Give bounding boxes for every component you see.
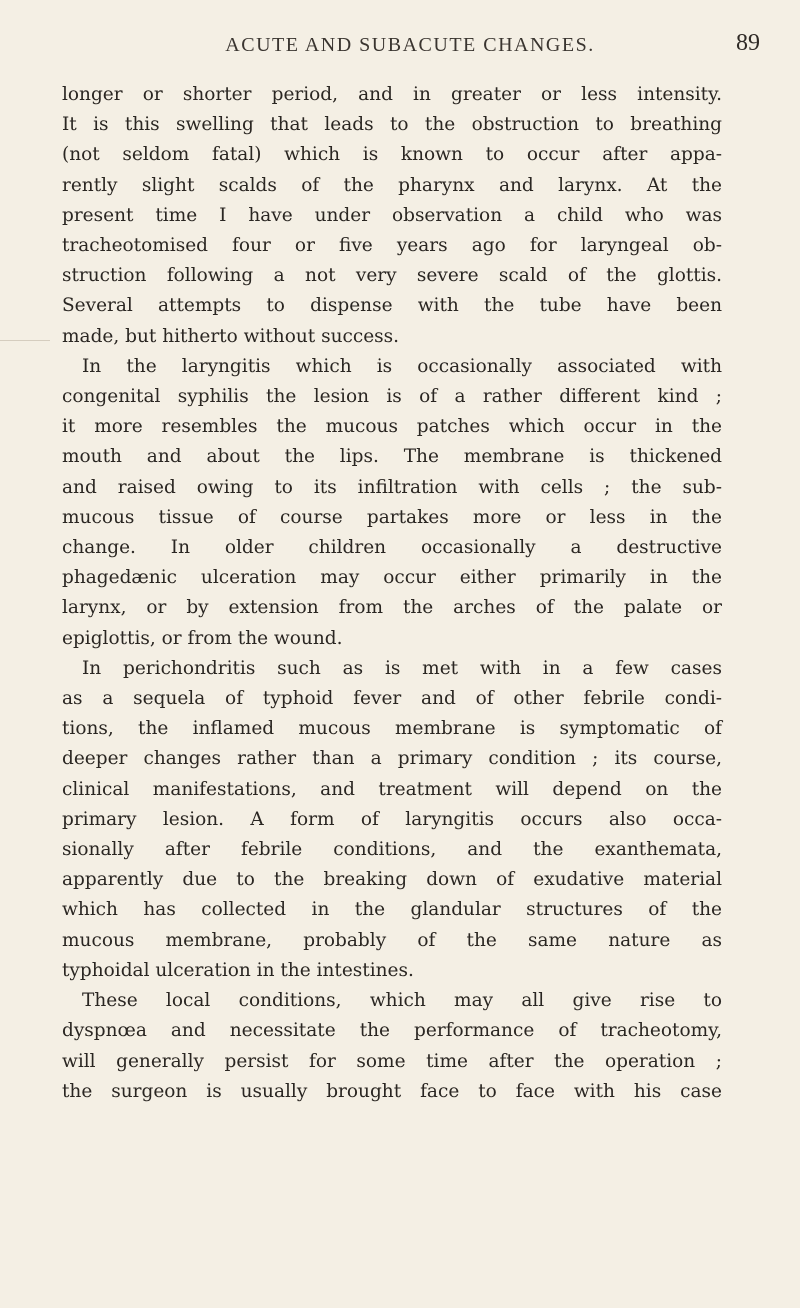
- text-line: rently slight scalds of the pharynx and larynx. At the: [62, 174, 722, 196]
- page-number: 89: [736, 30, 760, 56]
- text-line: In the laryngitis which is occasionally associated with: [82, 355, 722, 377]
- text-line: phagedænic ulceration may occur either primarily in the: [62, 567, 722, 589]
- text-line: longer or shorter period, and in greater or less intensity.: [62, 84, 722, 105]
- text-line: it more resembles the mucous patches which occur in the: [62, 416, 722, 438]
- text-line: made, but hitherto without success.: [62, 325, 400, 347]
- text-line: mouth and about the lips. The membrane is thickened: [62, 446, 722, 468]
- text-line: Several attempts to dispense with the tube have been: [62, 295, 722, 317]
- text-line: sionally after febrile conditions, and the exanthemata,: [62, 839, 722, 861]
- margin-mark: [0, 340, 50, 341]
- text-line: typhoidal ulceration in the intestines.: [62, 959, 414, 981]
- text-line: mucous membrane, probably of the same nature as: [62, 929, 722, 951]
- text-line: which has collected in the glandular structures of the: [62, 899, 722, 921]
- text-line: will generally persist for some time after the operation ;: [62, 1050, 722, 1072]
- text-line: and raised owing to its infiltration with cells ; the sub-: [62, 476, 722, 498]
- text-line: (not seldom fatal) which is known to occur after appa-: [62, 144, 722, 166]
- text-line: epiglottis, or from the wound.: [62, 627, 343, 649]
- text-line: struction following a not very severe scald of the glottis.: [62, 265, 722, 287]
- text-line: change. In older children occasionally a destructive: [62, 537, 722, 559]
- text-line: tions, the inflamed mucous membrane is symptomatic of: [62, 718, 722, 740]
- text-line: mucous tissue of course partakes more or less in the: [62, 506, 722, 528]
- text-line: apparently due to the breaking down of exudative material: [62, 869, 722, 891]
- text-line: tracheotomised four or five years ago for laryngeal ob-: [62, 235, 722, 257]
- text-line: In perichondritis such as is met with in a few cases: [82, 657, 722, 679]
- running-head: [60, 30, 760, 60]
- text-line: larynx, or by extension from the arches of the palate or: [62, 597, 722, 619]
- text-line: congenital syphilis the lesion is of a rather different kind ;: [62, 386, 722, 408]
- running-title: ACUTE AND SUBACUTE CHANGES.: [225, 34, 595, 56]
- text-line: as a sequela of typhoid fever and of other febrile condi-: [62, 688, 722, 710]
- text-line: the surgeon is usually brought face to face with his case: [62, 1080, 722, 1102]
- text-line: primary lesion. A form of laryngitis occurs also occa-: [62, 808, 722, 830]
- text-line: present time I have under observation a child who was: [62, 204, 722, 226]
- text-line: dyspnœa and necessitate the performance of tracheotomy,: [62, 1020, 722, 1042]
- text-line: clinical manifestations, and treatment will depend on the: [62, 778, 722, 800]
- body-text: [62, 80, 722, 1107]
- text-line: It is this swelling that leads to the obstruction to breathing: [62, 114, 722, 136]
- text-line: These local conditions, which may all give rise to: [82, 990, 722, 1012]
- text-line: deeper changes rather than a primary condition ; its course,: [62, 748, 722, 770]
